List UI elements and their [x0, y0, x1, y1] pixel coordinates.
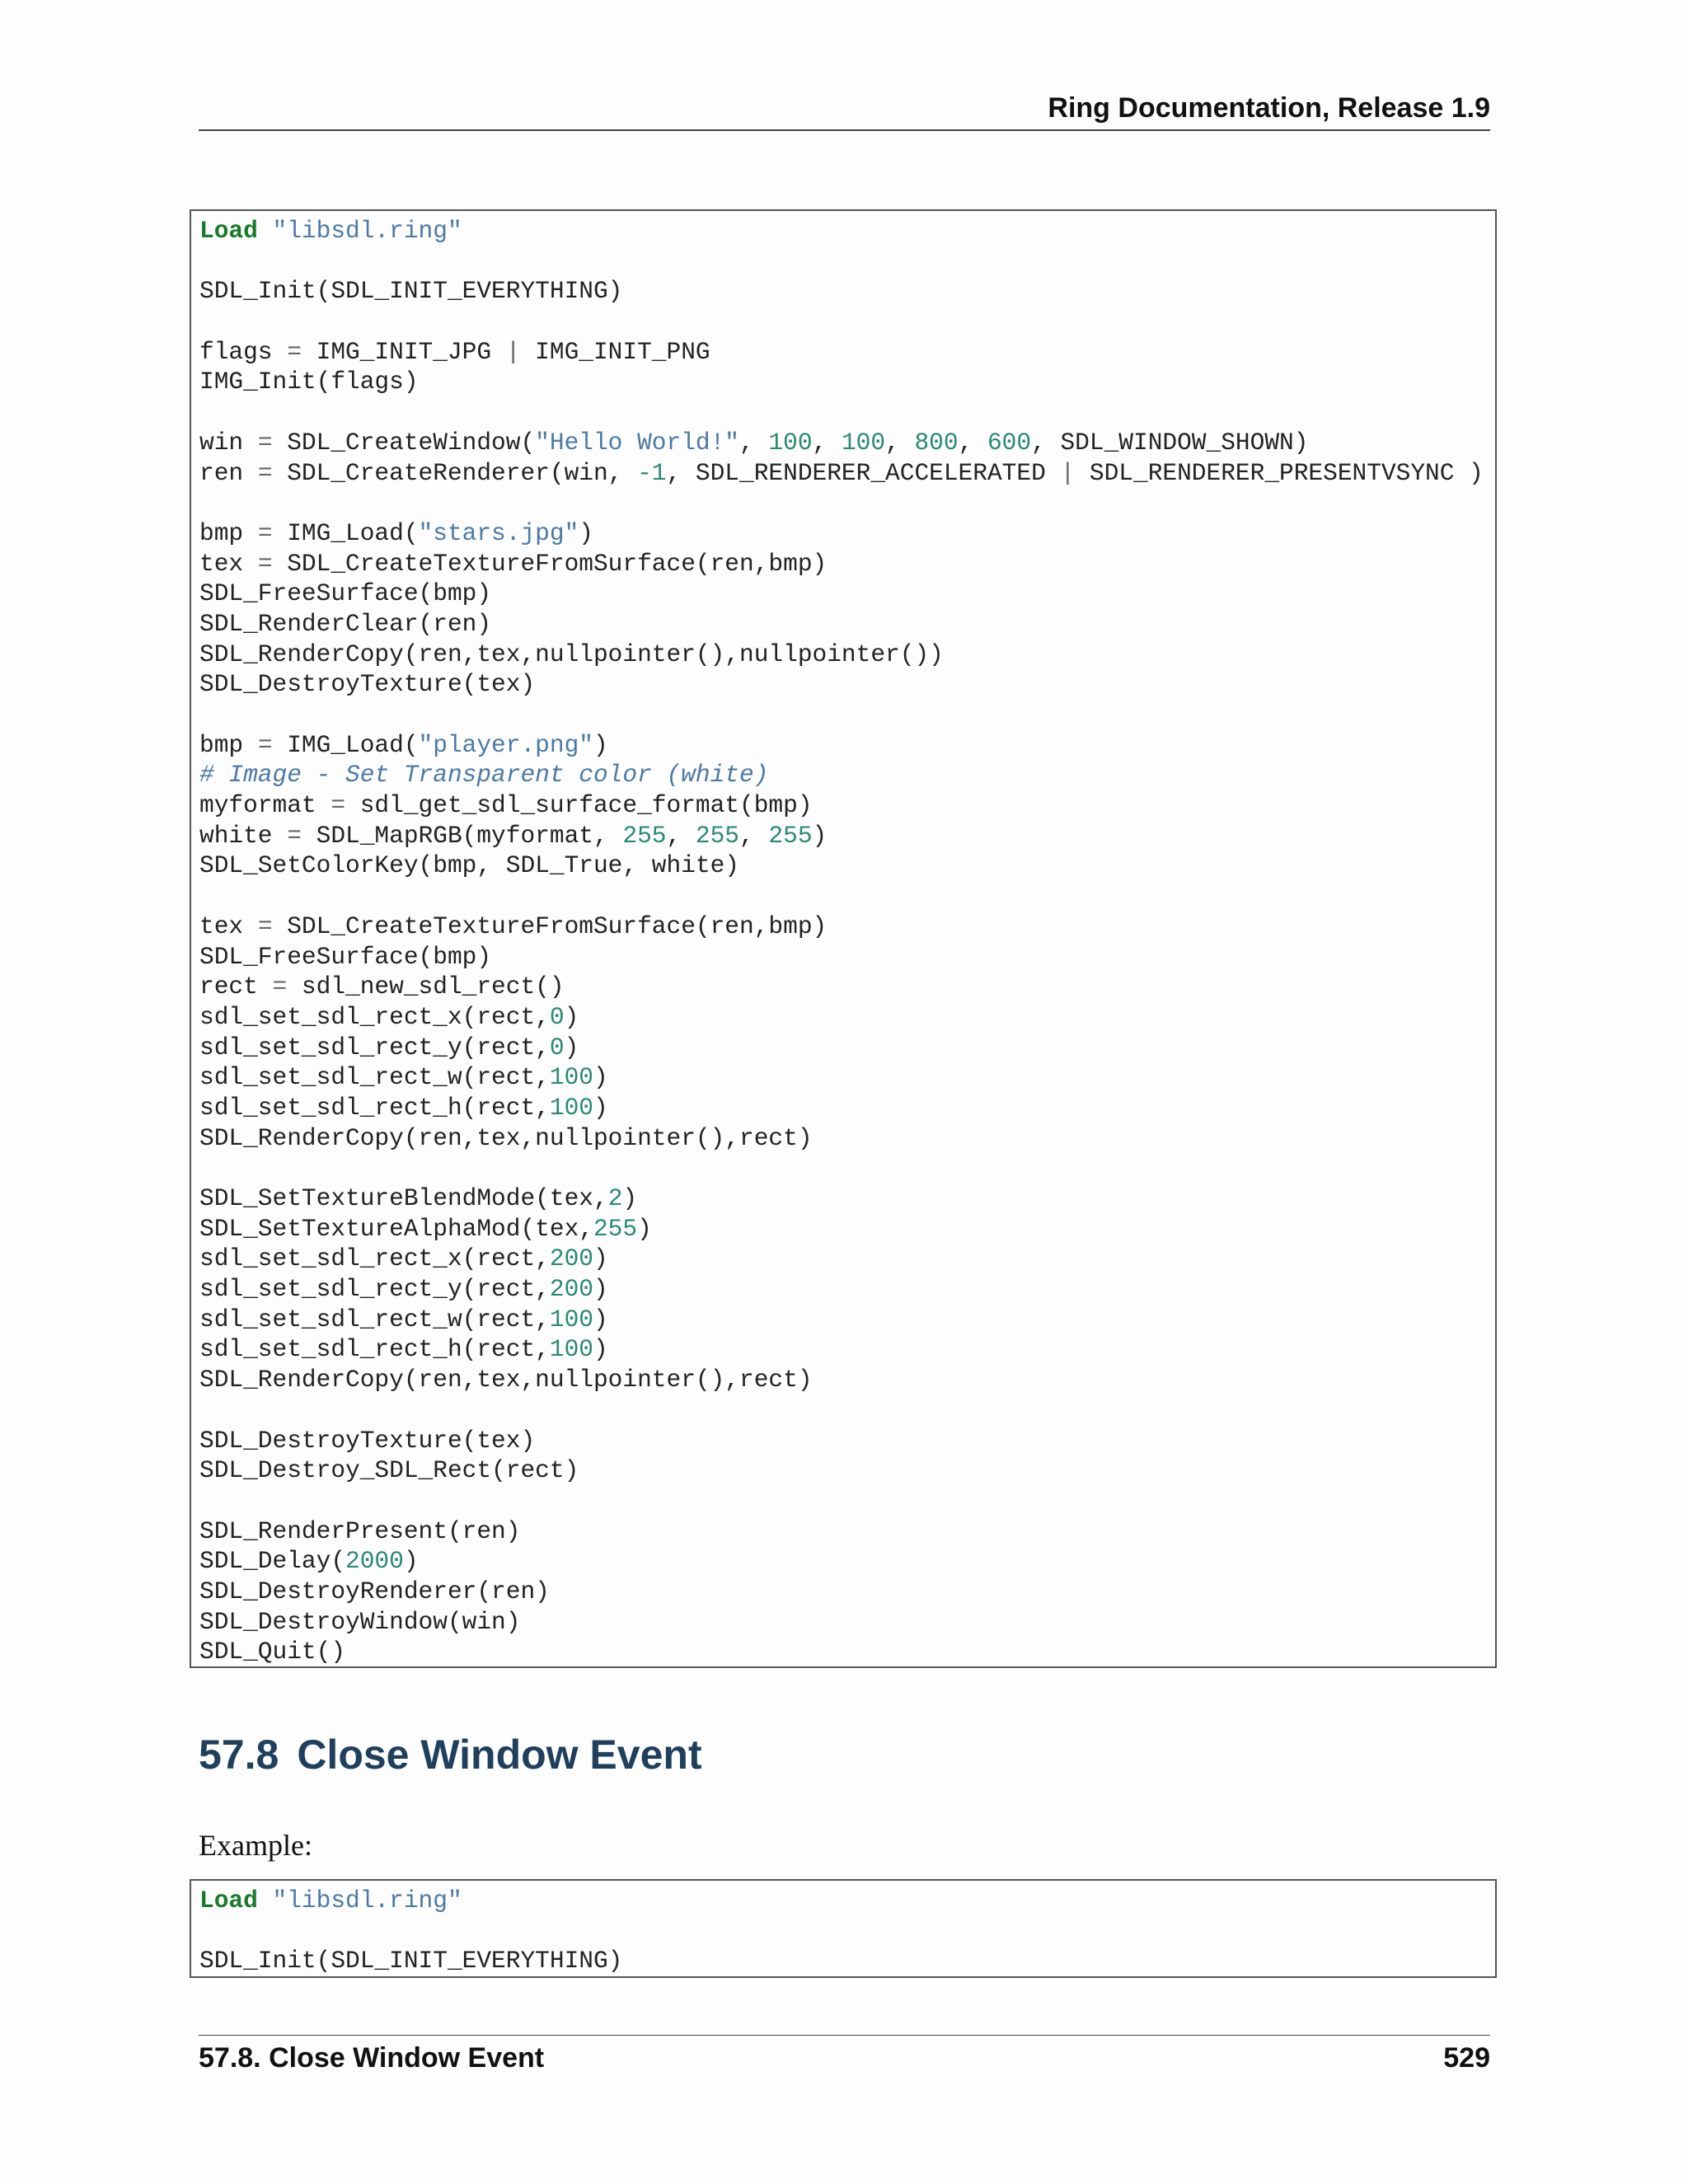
code-token: sdl_set_sdl_rect_x(rect,	[199, 1244, 550, 1273]
code-token: SDL_FreeSurface(bmp)	[199, 942, 492, 971]
code-token: SDL_DestroyRenderer(ren)	[199, 1577, 550, 1605]
code-token: )	[593, 1063, 608, 1092]
section-title-text: Close Window Event	[297, 1732, 702, 1778]
code-token: SDL_SetTextureAlphaMod(tex,	[199, 1214, 593, 1243]
code-token: bmp	[199, 730, 258, 759]
code-line	[199, 1033, 1484, 1063]
code-token: |	[1060, 458, 1076, 487]
code-line	[199, 1946, 622, 1976]
code-line	[199, 790, 1484, 821]
code-token: SDL_Quit()	[199, 1638, 346, 1666]
code-token: flags	[199, 337, 288, 366]
code-token: 100	[841, 428, 886, 457]
code-token: 2	[607, 1184, 623, 1212]
code-line	[199, 1637, 1484, 1667]
code-line	[199, 367, 1484, 397]
code-token: =	[287, 337, 302, 366]
code-token: SDL_RenderPresent(ren)	[199, 1516, 521, 1545]
code-token: Load	[199, 217, 258, 245]
code-line	[199, 1886, 622, 1916]
code-token: # Image - Set Transparent color (white)	[199, 761, 769, 790]
code-line	[199, 307, 1484, 337]
code-token: rect	[199, 972, 273, 1001]
code-line	[199, 1334, 1484, 1365]
code-line	[199, 488, 1484, 518]
code-token: =	[331, 791, 346, 820]
code-token: 255	[622, 821, 667, 850]
code-line	[199, 972, 1484, 1002]
code-token: IMG_Load(	[272, 730, 419, 759]
code-token: 200	[549, 1275, 593, 1304]
code-line	[199, 730, 1484, 761]
code-line	[199, 1002, 1484, 1033]
code-token: tex	[199, 549, 258, 578]
code-token: ,	[739, 821, 769, 850]
code-line	[199, 851, 1484, 881]
code-token: 100	[549, 1093, 593, 1122]
code-token: IMG_Init(flags)	[199, 368, 419, 396]
code-token: sdl_set_sdl_rect_h(rect,	[199, 1335, 550, 1364]
code-token: "Hello World!"	[535, 428, 740, 457]
code-token: sdl_set_sdl_rect_y(rect,	[199, 1033, 550, 1062]
code-token: =	[272, 972, 288, 1001]
code-token: sdl_set_sdl_rect_w(rect,	[199, 1305, 550, 1333]
code-token: IMG_Load(	[272, 518, 419, 547]
code-block-image-example	[190, 209, 1497, 1668]
code-token: )	[622, 1184, 638, 1212]
code-token: "stars.jpg"	[418, 518, 579, 547]
code-line	[199, 1305, 1484, 1335]
code-line	[199, 912, 1484, 942]
code-token: SDL_CreateRenderer(win,	[272, 458, 638, 487]
code-token: "libsdl.ring"	[272, 217, 462, 245]
code-token: )	[564, 1002, 579, 1031]
code-token: ,	[885, 428, 915, 457]
code-line	[199, 1365, 1484, 1395]
code-token: SDL_FreeSurface(bmp)	[199, 579, 492, 608]
code-line	[199, 1516, 1484, 1547]
code-token: SDL_MapRGB(myformat,	[301, 821, 623, 850]
code-token: ren	[199, 458, 258, 487]
code-line	[199, 1426, 1484, 1456]
code-token: SDL_DestroyTexture(tex)	[199, 670, 536, 699]
code-block-close-window-example	[190, 1879, 1497, 1978]
code-line	[199, 276, 1484, 307]
code-token: 200	[549, 1244, 593, 1273]
code-token: sdl_new_sdl_rect()	[287, 972, 565, 1001]
code-token: ,	[666, 821, 696, 850]
code-token: 0	[549, 1002, 565, 1031]
code-token: IMG_INIT_JPG	[301, 337, 506, 366]
code-line	[199, 760, 1484, 790]
code-line	[199, 1486, 1484, 1516]
code-token: SDL_CreateWindow(	[272, 428, 536, 457]
code-token: sdl_set_sdl_rect_w(rect,	[199, 1063, 550, 1092]
code-token: SDL_CreateTextureFromSurface(ren,bmp)	[272, 549, 828, 578]
code-token: Load	[199, 1886, 258, 1915]
code-token: 100	[549, 1063, 593, 1092]
code-line	[199, 1214, 1484, 1244]
header-rule	[199, 129, 1490, 131]
code-token: =	[257, 518, 273, 547]
page-number: 529	[1443, 2042, 1490, 2074]
code-token: )	[593, 1305, 608, 1333]
code-line	[199, 640, 1484, 670]
code-token: 100	[549, 1335, 593, 1364]
code-line	[199, 428, 1484, 458]
code-token: 100	[768, 428, 813, 457]
code-token: SDL_Init(SDL_INIT_EVERYTHING)	[199, 1947, 623, 1975]
code-token: IMG_INIT_PNG	[520, 337, 710, 366]
code-token: bmp	[199, 518, 258, 547]
code-line	[199, 397, 1484, 428]
code-line	[199, 1577, 1484, 1607]
code-token: =	[287, 821, 302, 850]
code-line	[199, 700, 1484, 730]
code-token: 0	[549, 1033, 565, 1062]
code-token: ,	[739, 428, 769, 457]
code-token: "libsdl.ring"	[272, 1886, 462, 1915]
code-token: SDL_RenderClear(ren)	[199, 609, 492, 638]
code-token: |	[505, 337, 521, 366]
code-token: sdl_set_sdl_rect_y(rect,	[199, 1275, 550, 1304]
code-token: )	[593, 730, 608, 759]
code-token: "player.png"	[418, 730, 593, 759]
code-token: SDL_RenderCopy(ren,tex,nullpointer(),nullpointer())	[199, 640, 944, 668]
code-token: SDL_CreateTextureFromSurface(ren,bmp)	[272, 912, 828, 940]
code-token: SDL_RenderCopy(ren,tex,nullpointer(),rect)	[199, 1366, 813, 1394]
code-line	[199, 1093, 1484, 1123]
code-token: =	[257, 428, 273, 457]
code-line	[199, 1455, 1484, 1486]
code-token: )	[593, 1335, 608, 1364]
code-token: , SDL_WINDOW_SHOWN)	[1031, 428, 1309, 457]
running-header: Ring Documentation, Release 1.9	[1048, 92, 1490, 124]
code-line	[199, 579, 1484, 609]
code-token: )	[637, 1214, 652, 1243]
code-token: SDL_RenderCopy(ren,tex,nullpointer(),rect)	[199, 1123, 813, 1152]
code-token: SDL_Delay(	[199, 1547, 346, 1576]
code-token: ,	[958, 428, 987, 457]
code-token: SDL_DestroyTexture(tex)	[199, 1426, 536, 1455]
code-token: 2000	[345, 1547, 404, 1576]
code-token: SDL_SetColorKey(bmp, SDL_True, white)	[199, 851, 740, 880]
code-token: =	[257, 458, 273, 487]
code-line	[199, 246, 1484, 277]
code-token: win	[199, 428, 258, 457]
code-line	[199, 1183, 1484, 1214]
code-token: myformat	[199, 791, 331, 820]
code-listing	[199, 1886, 622, 1976]
code-token: sdl_get_sdl_surface_format(bmp)	[345, 791, 813, 820]
code-token: 255	[593, 1214, 638, 1243]
code-line	[199, 881, 1484, 912]
code-token: )	[403, 1547, 419, 1576]
code-line	[199, 1916, 622, 1947]
section-number: 57.8	[199, 1732, 279, 1778]
code-token: )	[579, 518, 593, 547]
code-line	[199, 1153, 1484, 1183]
code-line	[199, 1607, 1484, 1638]
code-token: )	[593, 1244, 608, 1273]
code-token: , SDL_RENDERER_ACCELERATED	[666, 458, 1061, 487]
code-line	[199, 1062, 1484, 1093]
code-token: -1	[637, 458, 667, 487]
code-token: ,	[812, 428, 842, 457]
section-heading	[199, 1731, 702, 1779]
code-token: white	[199, 821, 288, 850]
code-token: 255	[768, 821, 813, 850]
code-token: )	[593, 1093, 608, 1122]
code-line	[199, 1274, 1484, 1305]
code-token: sdl_set_sdl_rect_x(rect,	[199, 1002, 550, 1031]
code-token: SDL_SetTextureBlendMode(tex,	[199, 1184, 608, 1212]
code-token: SDL_DestroyWindow(win)	[199, 1607, 521, 1636]
code-token	[258, 1886, 273, 1915]
code-line	[199, 609, 1484, 640]
code-token: 600	[987, 428, 1032, 457]
code-line	[199, 216, 1484, 246]
code-token: )	[593, 1275, 608, 1304]
code-token: )	[564, 1033, 579, 1062]
code-line	[199, 1546, 1484, 1577]
code-line	[199, 821, 1484, 851]
code-line	[199, 1395, 1484, 1426]
code-line	[199, 1123, 1484, 1154]
code-token: =	[257, 549, 273, 578]
code-token: =	[257, 912, 273, 940]
code-token: SDL_RENDERER_PRESENTVSYNC )	[1075, 458, 1484, 487]
code-token: SDL_Destroy_SDL_Rect(rect)	[199, 1456, 579, 1485]
code-token: sdl_set_sdl_rect_h(rect,	[199, 1093, 550, 1122]
code-token: SDL_Init(SDL_INIT_EVERYTHING)	[199, 277, 623, 306]
code-line	[199, 942, 1484, 972]
code-token: 800	[914, 428, 959, 457]
code-line	[199, 669, 1484, 700]
code-line	[199, 549, 1484, 579]
code-token: 100	[549, 1305, 593, 1333]
example-label: Example:	[199, 1829, 312, 1862]
code-listing	[199, 216, 1484, 1667]
code-token	[258, 217, 273, 245]
code-token: =	[257, 730, 273, 759]
code-line	[199, 337, 1484, 368]
code-token: tex	[199, 912, 258, 940]
code-line	[199, 458, 1484, 489]
code-token: 255	[695, 821, 740, 850]
code-line	[199, 518, 1484, 549]
footer-rule	[199, 2035, 1490, 2036]
code-line	[199, 1244, 1484, 1274]
footer-section-label: 57.8. Close Window Event	[199, 2042, 545, 2074]
code-token: )	[812, 821, 828, 850]
